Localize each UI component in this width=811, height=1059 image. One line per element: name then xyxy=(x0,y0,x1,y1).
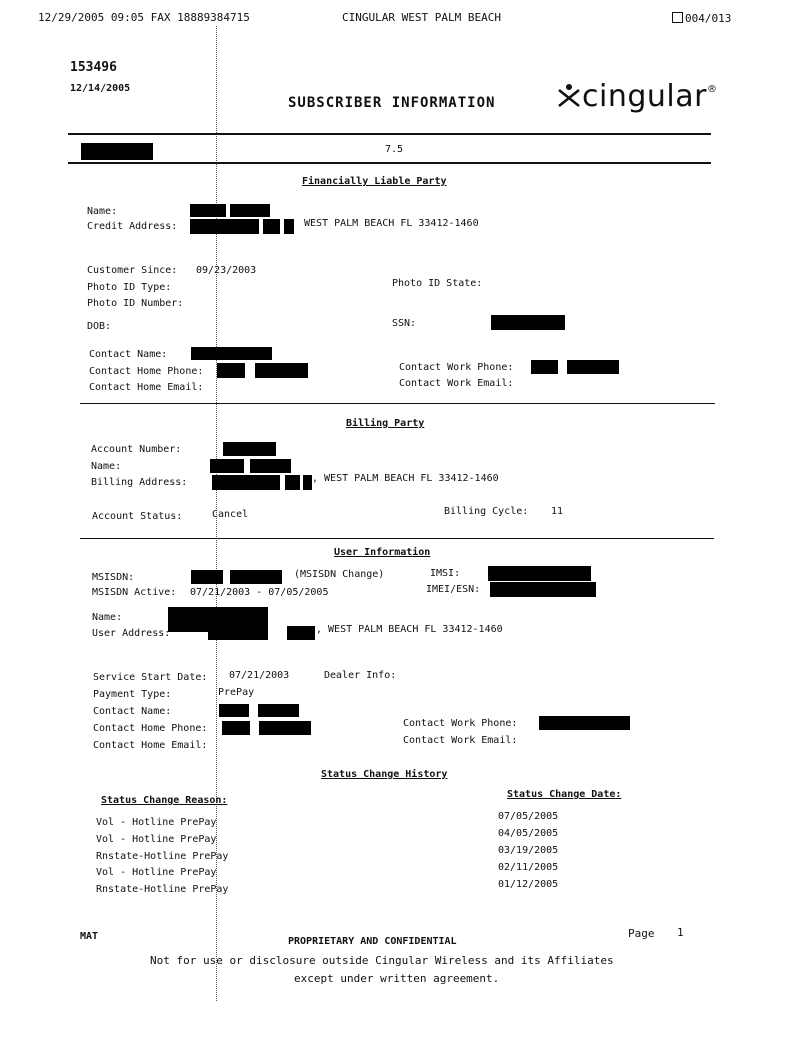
redacted-home-phone xyxy=(255,363,308,378)
redacted-name-first xyxy=(190,204,226,217)
redacted-home-phone xyxy=(217,363,245,378)
cingular-jack-icon xyxy=(556,82,582,108)
history-reason: Rnstate-Hotline PrePay xyxy=(96,851,229,862)
msisdn-active-value: 07/21/2003 - 07/05/2005 xyxy=(190,587,329,598)
financial-contact-home-phone-label: Contact Home Phone: xyxy=(89,366,204,377)
redacted-user-contact-name xyxy=(219,704,249,717)
redacted-imsi xyxy=(488,566,591,581)
redacted-credit-address xyxy=(190,219,259,234)
account-status-label: Account Status: xyxy=(92,511,183,522)
billing-address-value: , WEST PALM BEACH FL 33412-1460 xyxy=(312,473,499,484)
history-date: 01/12/2005 xyxy=(498,879,559,890)
fax-header-right xyxy=(672,12,731,25)
redacted-user-address xyxy=(287,626,315,640)
cingular-logo xyxy=(556,79,717,114)
financial-heading: Financially Liable Party xyxy=(302,176,447,187)
reason-column-header: Status Change Reason: xyxy=(101,795,228,806)
redacted-account-id xyxy=(81,143,153,160)
redacted-user-work-phone xyxy=(539,716,630,730)
credit-address-label: Credit Address: xyxy=(87,221,178,232)
user-contact-name-label: Contact Name: xyxy=(93,706,172,717)
history-date: 07/05/2005 xyxy=(498,811,559,822)
history-reason: Vol - Hotline PrePay xyxy=(96,867,217,878)
fax-header-center: CINGULAR WEST PALM BEACH xyxy=(342,11,501,24)
imsi-label: IMSI: xyxy=(430,568,461,579)
disclaimer-line-1: Not for use or disclosure outside Cingular Wireless and its Affiliates xyxy=(150,954,614,967)
redacted-billing-name xyxy=(250,459,291,473)
billing-address-label: Billing Address: xyxy=(91,477,188,488)
version-number: 7.5 xyxy=(385,144,404,155)
user-contact-work-email-label: Contact Work Email: xyxy=(403,735,518,746)
redacted-user-home-phone xyxy=(222,721,250,735)
credit-address-value: WEST PALM BEACH FL 33412-1460 xyxy=(304,218,479,229)
msisdn-active-label: MSISDN Active: xyxy=(92,587,177,598)
disclaimer-line-2: except under written agreement. xyxy=(294,972,500,985)
confidential-notice: PROPRIETARY AND CONFIDENTIAL xyxy=(288,936,457,947)
redacted-work-phone xyxy=(567,360,619,374)
page-number: 1 xyxy=(677,926,684,939)
user-heading: User Information xyxy=(334,547,431,558)
photo-id-state-label: Photo ID State: xyxy=(392,278,483,289)
billing-heading: Billing Party xyxy=(346,418,425,429)
section-divider xyxy=(80,538,714,539)
date-column-header: Status Change Date: xyxy=(507,789,622,800)
redacted-billing-address xyxy=(285,475,300,490)
redacted-account-number xyxy=(223,442,276,456)
operator-initials: MAT xyxy=(80,931,99,942)
financial-contact-work-email-label: Contact Work Email: xyxy=(399,378,514,389)
redacted-user-address xyxy=(208,626,268,640)
financial-name-label: Name: xyxy=(87,206,118,217)
photo-id-type-label: Photo ID Type: xyxy=(87,282,172,293)
user-contact-home-phone-label: Contact Home Phone: xyxy=(93,723,208,734)
redacted-billing-name xyxy=(210,459,244,473)
account-status-value: Cancel xyxy=(212,509,249,520)
msisdn-label: MSISDN: xyxy=(92,572,135,583)
redacted-user-contact-name xyxy=(258,704,299,717)
user-address-label: User Address: xyxy=(92,628,171,639)
user-contact-home-email-label: Contact Home Email: xyxy=(93,740,208,751)
logo-registered-mark: ® xyxy=(706,84,718,95)
financial-contact-work-phone-label: Contact Work Phone: xyxy=(399,362,514,373)
billing-cycle-value: 11 xyxy=(551,506,564,517)
history-reason: Vol - Hotline PrePay xyxy=(96,834,217,845)
document-id: 153496 xyxy=(70,60,117,75)
header-rule-bottom xyxy=(68,162,711,164)
history-heading: Status Change History xyxy=(321,769,448,780)
financial-contact-home-email-label: Contact Home Email: xyxy=(89,382,204,393)
user-contact-work-phone-label: Contact Work Phone: xyxy=(403,718,518,729)
redacted-contact-name xyxy=(191,347,272,360)
account-number-label: Account Number: xyxy=(91,444,182,455)
header-rule-top xyxy=(68,133,711,135)
redacted-msisdn xyxy=(230,570,282,584)
fax-page-icon xyxy=(672,12,683,23)
redacted-msisdn xyxy=(191,570,223,584)
redacted-user-home-phone xyxy=(259,721,311,735)
dealer-info-label: Dealer Info: xyxy=(324,670,397,681)
service-start-label: Service Start Date: xyxy=(93,672,208,683)
redacted-billing-address xyxy=(303,475,312,490)
page-label: Page xyxy=(628,927,655,940)
fax-page-count: 004/013 xyxy=(685,12,732,25)
redacted-work-phone xyxy=(531,360,558,374)
redacted-name-last xyxy=(230,204,270,217)
payment-type-label: Payment Type: xyxy=(93,689,172,700)
history-reason: Rnstate-Hotline PrePay xyxy=(96,884,229,895)
dob-label: DOB: xyxy=(87,321,112,332)
page-title: SUBSCRIBER INFORMATION xyxy=(288,95,496,111)
section-divider xyxy=(80,403,715,404)
imei-label: IMEI/ESN: xyxy=(426,584,481,595)
service-start-value: 07/21/2003 xyxy=(229,670,290,681)
redacted-credit-address xyxy=(284,219,294,234)
payment-type-value: PrePay xyxy=(218,687,255,698)
customer-since-value: 09/23/2003 xyxy=(196,265,257,276)
user-address-value: , WEST PALM BEACH FL 33412-1460 xyxy=(316,624,503,635)
redacted-billing-address xyxy=(212,475,280,490)
billing-name-label: Name: xyxy=(91,461,122,472)
redacted-ssn xyxy=(491,315,565,330)
history-reason: Vol - Hotline PrePay xyxy=(96,817,217,828)
user-name-label: Name: xyxy=(92,612,123,623)
history-date: 02/11/2005 xyxy=(498,862,559,873)
msisdn-change-note: (MSISDN Change) xyxy=(294,569,385,580)
history-date: 03/19/2005 xyxy=(498,845,559,856)
history-date: 04/05/2005 xyxy=(498,828,559,839)
financial-contact-name-label: Contact Name: xyxy=(89,349,168,360)
logo-text: cingular xyxy=(582,79,707,114)
photo-id-number-label: Photo ID Number: xyxy=(87,298,184,309)
redacted-imei xyxy=(490,582,596,597)
customer-since-label: Customer Since: xyxy=(87,265,178,276)
fax-header-left: 12/29/2005 09:05 FAX 18889384715 xyxy=(38,11,250,24)
ssn-label: SSN: xyxy=(392,318,417,329)
billing-cycle-label: Billing Cycle: xyxy=(444,506,529,517)
document-date: 12/14/2005 xyxy=(70,83,131,94)
redacted-credit-address xyxy=(263,219,280,234)
